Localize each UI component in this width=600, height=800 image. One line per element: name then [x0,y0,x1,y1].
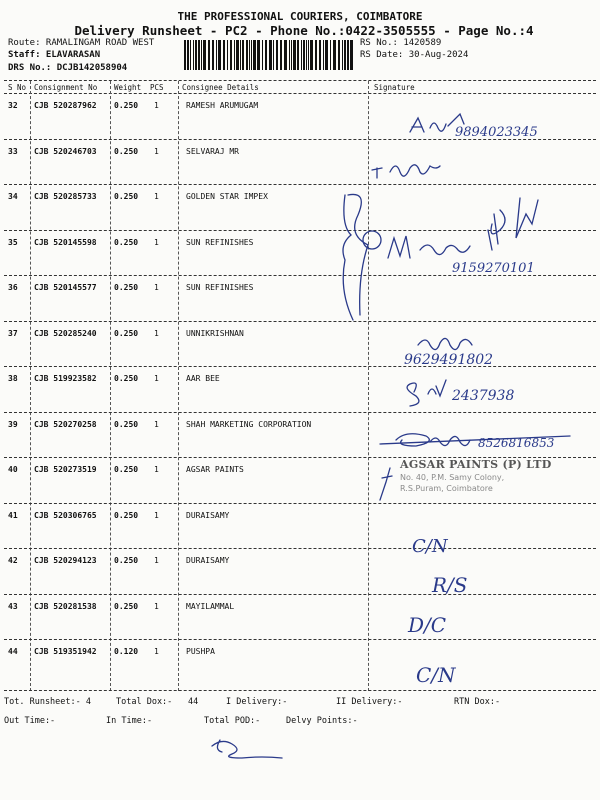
ii-delivery-label: II Delivery:- [336,697,403,707]
row-weight: 0.250 [114,146,139,156]
total-runsheet: Tot. Runsheet:- 4 [4,697,91,707]
barcode-bar [325,40,328,70]
total-dox-value: 44 [188,697,199,707]
barcode-bar [308,40,309,70]
row-pcs: 1 [154,419,159,429]
row-pcs: 1 [154,465,159,474]
row-pcs: 1 [154,101,159,110]
barcode-bar [284,40,287,70]
row-consignee: PUSHPA [186,647,215,656]
col-signature: Signature [374,83,415,92]
row-divider [4,412,596,413]
barcode-bar [344,40,346,70]
barcode-bar [323,40,324,70]
row-divider [4,275,596,276]
out-time-label: Out Time:- [4,716,56,726]
row-divider [4,139,596,140]
col-separator [30,81,31,691]
barcode-bar [230,40,232,70]
row-weight: 0.250 [114,510,139,520]
staff-label: Staff: ELAVARASAN [8,50,101,60]
handwritten-mark: R/S [432,573,468,597]
barcode-bar [246,40,248,70]
row-pcs: 1 [154,283,159,292]
handwritten-signature [407,380,446,406]
row-sno: 42 [8,556,18,565]
stamp-title: AGSAR PAINTS (P) LTD [400,458,552,471]
row-consignee: SUN REFINISHES [186,237,254,247]
strike-line [380,436,570,444]
row-consignment: CJB 520294123 [34,556,97,565]
barcode-bar [289,40,290,70]
col-sno: S No [8,83,27,92]
row-pcs: 1 [154,374,159,383]
barcode-bar [184,40,186,70]
row-divider [4,366,596,367]
handwritten-mark: C/N [412,536,448,557]
row-consignment: CJB 520285240 [34,328,97,338]
barcode-bar [315,40,317,70]
row-weight: 0.250 [114,192,139,201]
row-consignee: SHAH MARKETING CORPORATION [186,419,312,429]
row-weight: 0.250 [114,465,139,474]
footer-signature [212,740,282,758]
barcode-bar [265,40,267,70]
rs-number: RS No.: 1420589 [360,38,442,48]
barcode-bar [216,40,217,70]
company-stamp [400,458,590,506]
row-consignee: MAYILAMMAL [186,601,235,611]
barcode-bar [291,40,292,70]
stamp-address-line: No. 40, P.M. Samy Colony, [400,473,505,482]
row-weight: 0.250 [114,556,139,565]
barcode-bar [347,40,349,70]
divider [4,80,596,81]
in-time-label: In Time:- [106,716,153,726]
barcode-bar [319,40,321,70]
handwritten-signature [380,468,392,500]
row-consignment: CJB 520281538 [34,601,97,611]
barcode-bar [262,40,263,70]
row-sno: 38 [8,374,18,383]
barcode-bar [201,40,202,70]
row-sno: 36 [8,283,18,292]
total-dox-label: Total Dox:- [116,697,173,707]
row-sno: 44 [8,647,18,656]
row-divider [4,321,596,322]
barcode-bar [310,40,313,70]
barcode-bar [234,40,235,70]
barcode-bar [330,40,331,70]
handwritten-signature [388,198,538,258]
i-delivery-label: I Delivery:- [226,697,288,707]
barcode-bar [342,40,343,70]
barcode-bar [195,40,197,70]
barcode-bar [333,40,336,70]
row-consignment: CJB 520270258 [34,419,97,429]
row-consignee: UNNIKRISHNAN [186,328,244,338]
handwritten-number: 9894023345 [455,125,538,140]
bracket-mark [343,195,353,320]
row-pcs: 1 [154,237,159,247]
handwritten-signature [396,434,470,446]
barcode-bar [208,40,210,70]
row-weight: 0.250 [114,283,139,292]
col-weight: Weight [114,83,142,92]
row-consignee: DURAISAMY [186,510,230,520]
row-consignee: SELVARAJ MR [186,146,239,156]
row-pcs: 1 [154,647,159,656]
row-divider [4,184,596,185]
row-pcs: 1 [154,192,159,201]
barcode-bar [338,40,340,70]
row-consignment: CJB 520285733 [34,192,97,201]
row-consignment: CJB 520273519 [34,465,97,474]
barcode-bar [249,40,250,70]
barcode-bar [280,40,282,70]
row-weight: 0.120 [114,647,139,656]
col-separator [110,81,111,691]
barcode-bar [276,40,278,70]
handwritten-number: 9159270101 [452,261,535,276]
barcode-bar [293,40,296,70]
row-sno: 32 [8,101,18,110]
row-sno: 40 [8,465,18,474]
row-divider [4,639,596,640]
row-consignment: CJB 520246703 [34,146,97,156]
barcode-bar [203,40,206,70]
row-consignment: CJB 520306765 [34,510,97,520]
barcode-bar [350,40,353,70]
row-pcs: 1 [154,556,159,565]
barcode-bar [303,40,305,70]
col-separator [178,81,179,691]
row-weight: 0.250 [114,237,139,247]
row-divider [4,548,596,549]
delvy-points-label: Delvy Points:- [286,716,358,726]
row-pcs: 1 [154,328,159,338]
col-pcs: PCS [150,83,164,92]
row-consignee: AGSAR PAINTS [186,465,244,474]
circled-number [363,231,381,249]
row-sno: 35 [8,237,18,247]
row-weight: 0.250 [114,101,139,110]
row-sno: 34 [8,192,18,201]
row-consignee: GOLDEN STAR IMPEX [186,192,268,201]
row-weight: 0.250 [114,419,139,429]
rs-date: RS Date: 30-Aug-2024 [360,50,469,60]
row-sno: 39 [8,419,18,429]
row-sno: 33 [8,146,18,156]
barcode-bar [242,40,244,70]
row-consignee: RAMESH ARUMUGAM [186,101,259,110]
handwritten-mark: C/N [416,663,456,687]
barcode-bar [301,40,302,70]
row-weight: 0.250 [114,601,139,611]
row-divider [4,594,596,595]
rtn-dox-label: RTN Dox:- [454,697,501,707]
row-sno: 43 [8,601,18,611]
total-pod-label: Total POD:- [204,716,261,726]
drs-number: DRS No.: DCJB142058904 [8,63,128,73]
barcode-bar [223,40,225,70]
barcode [184,40,354,70]
barcode-bar [257,40,260,70]
row-pcs: 1 [154,510,159,520]
handwritten-number: 2437938 [452,388,515,404]
barcode-bar [253,40,256,70]
row-consignee: DURAISAMY [186,556,230,565]
row-consignment: CJB 519351942 [34,647,97,656]
handwritten-number: 9629491802 [404,352,494,368]
row-consignment: CJB 520287962 [34,101,97,110]
row-divider [4,230,596,231]
barcode-bar [251,40,252,70]
barcode-bar [269,40,272,70]
company-name: THE PROFESSIONAL COURIERS, COIMBATORE [177,10,423,23]
bracket-mark [348,194,368,315]
row-pcs: 1 [154,601,159,611]
row-consignment: CJB 519923582 [34,374,97,383]
handwritten-signature [372,165,440,178]
row-weight: 0.250 [114,374,139,383]
stamp-address-line: R.S.Puram, Coimbatore [400,484,493,493]
handwritten-number: 8526816853 [478,436,555,450]
row-pcs: 1 [154,146,159,156]
divider [4,93,596,94]
row-consignment: CJB 520145598 [34,237,97,247]
row-sno: 37 [8,328,18,338]
barcode-bar [218,40,221,70]
handwritten-mark: D/C [408,613,447,637]
barcode-bar [212,40,214,70]
barcode-bar [306,40,307,70]
row-sno: 41 [8,510,18,520]
barcode-bar [227,40,228,70]
route-label: Route: RAMALINGAM ROAD WEST [8,38,155,48]
barcode-bar [273,40,274,70]
barcode-bar [190,40,191,70]
col-consignment: Consignment No [34,83,98,92]
runsheet-subtitle: Delivery Runsheet - PC2 - Phone No.:0422-3505555 - Page No.:4 [74,23,534,38]
barcode-bar [198,40,200,70]
row-consignee: AAR BEE [186,374,220,383]
handwritten-signature [418,338,472,349]
row-weight: 0.250 [114,328,139,338]
row-consignment: CJB 520145577 [34,283,97,292]
divider [4,690,596,691]
barcode-bar [240,40,241,70]
barcode-bar [193,40,194,70]
handwritten-signature [410,114,464,132]
barcode-bar [187,40,189,70]
col-consignee: Consignee Details [182,83,259,92]
col-separator [368,81,369,691]
row-consignee: SUN REFINISHES [186,283,254,292]
barcode-bar [236,40,239,70]
barcode-bar [297,40,299,70]
